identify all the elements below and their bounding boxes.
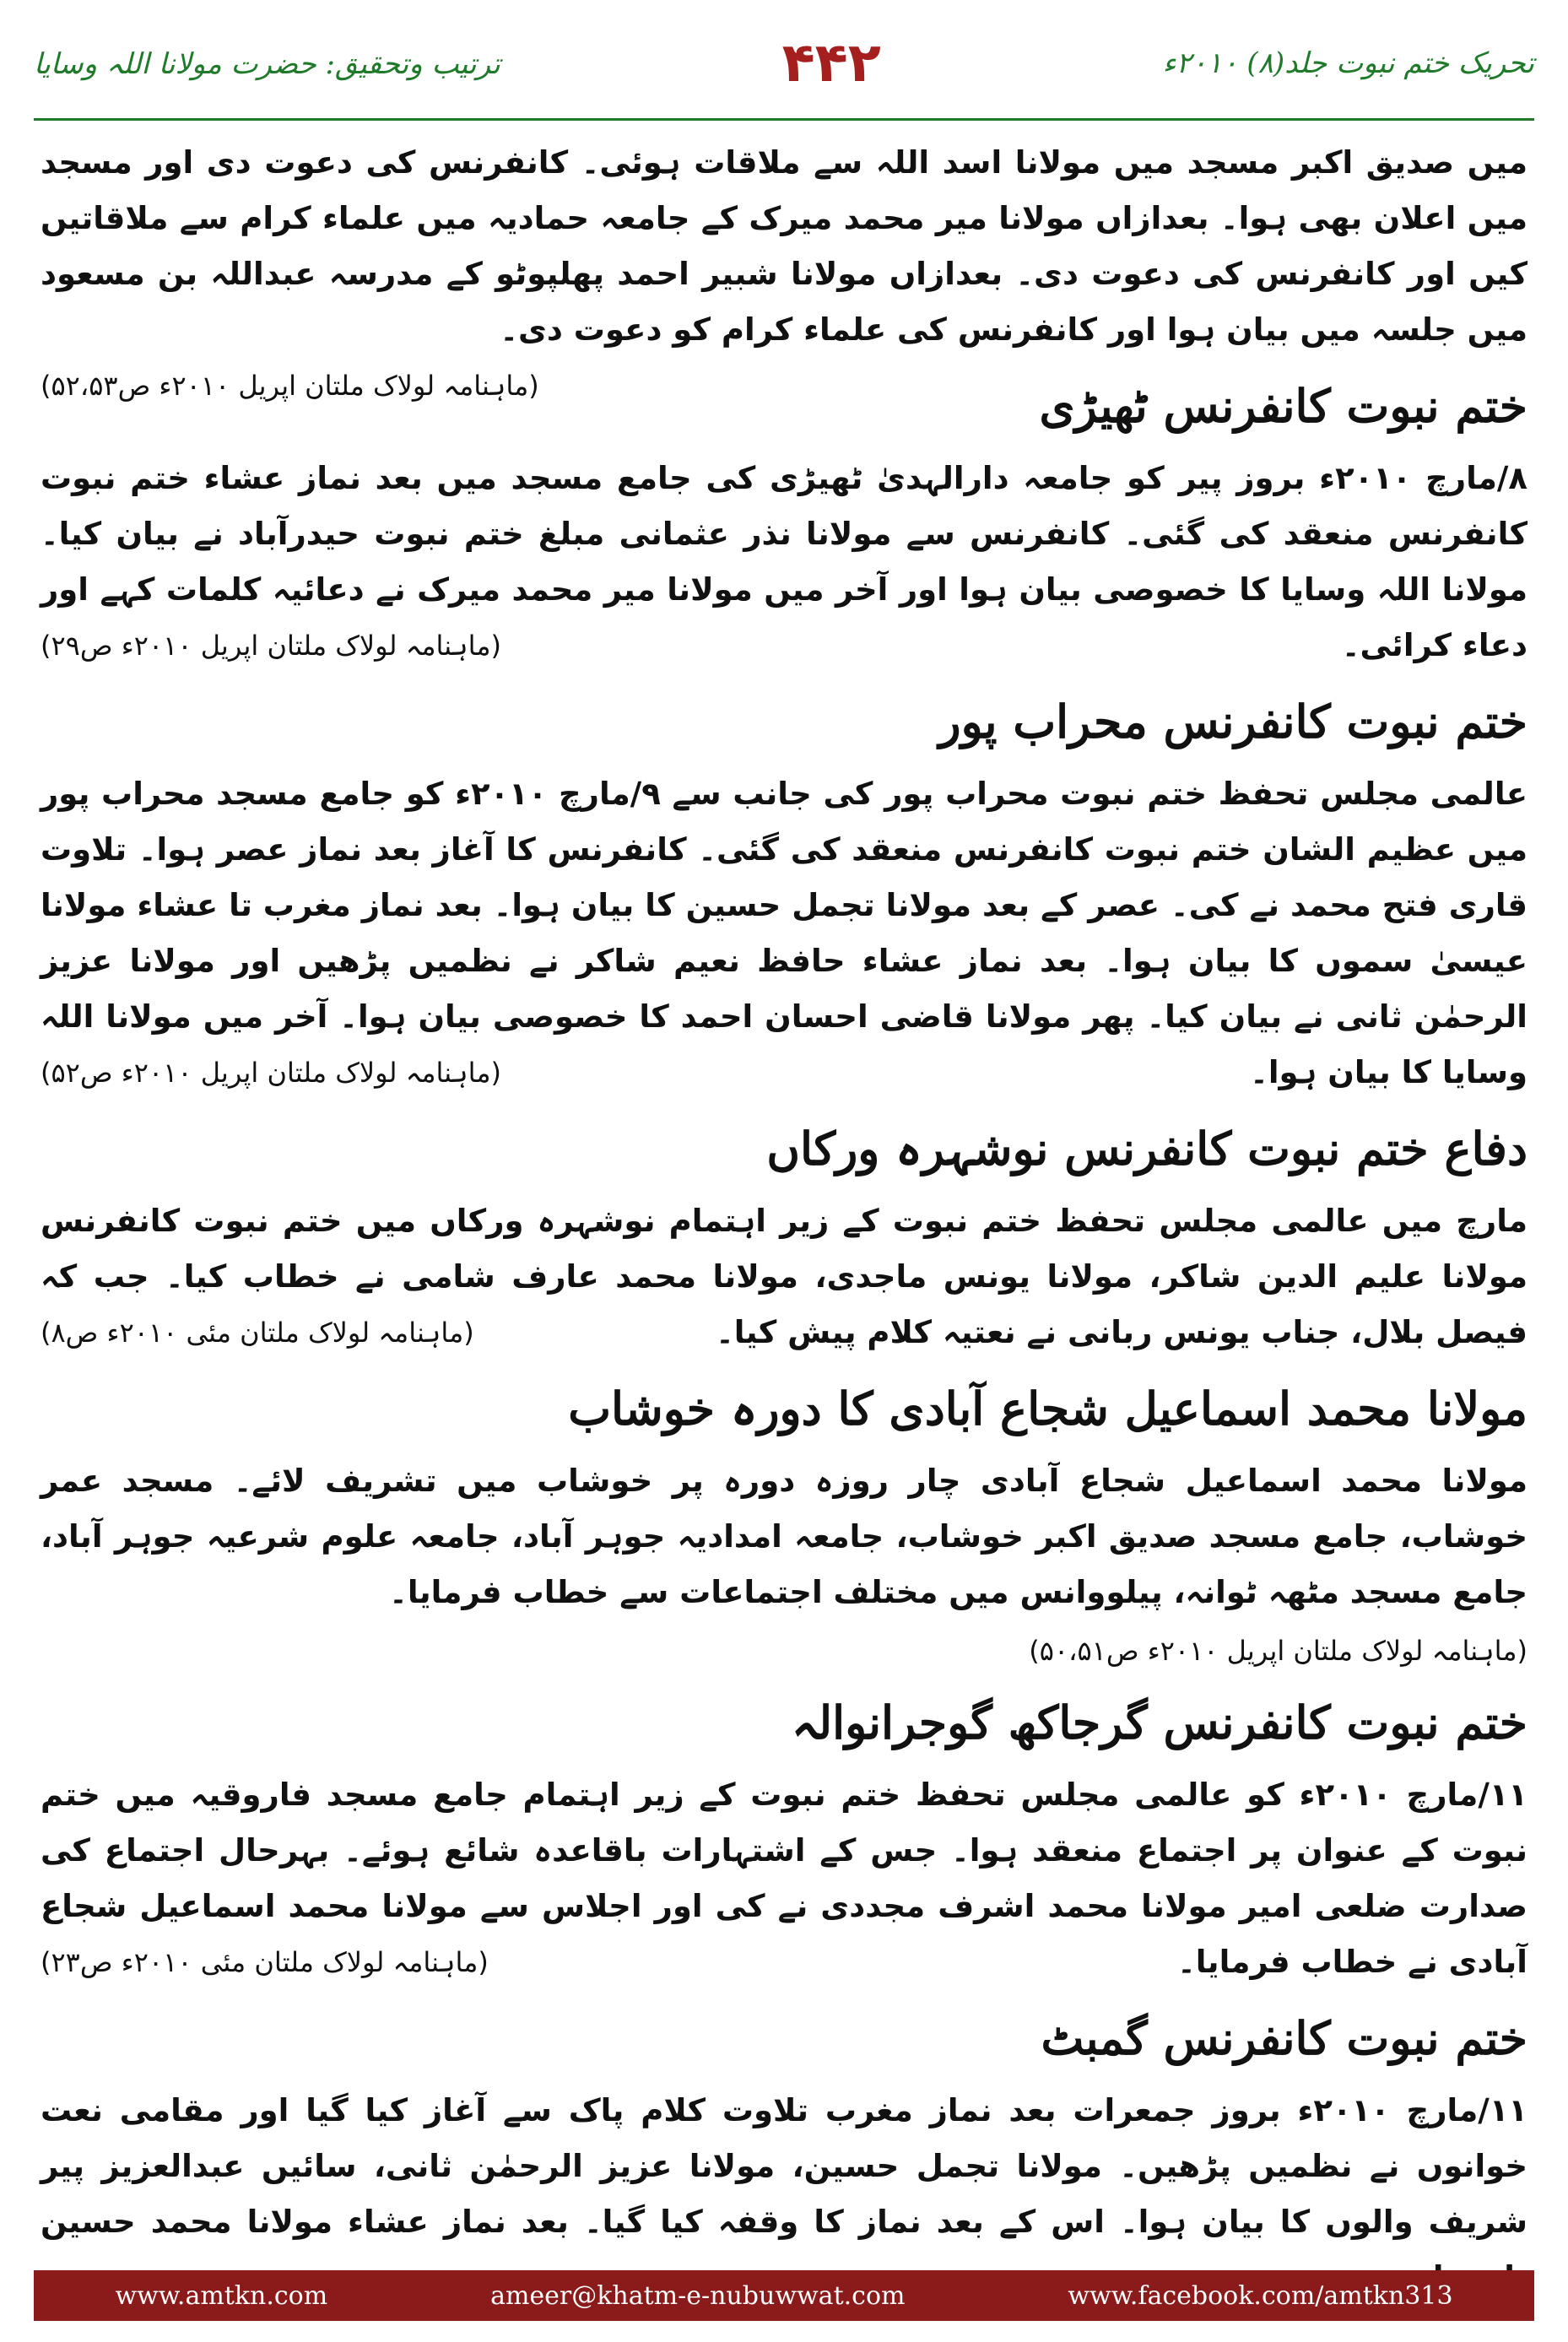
header-right-title: تحریک ختم نبوت جلد(۸) ۲۰۱۰ء bbox=[1162, 46, 1534, 80]
section-5-heading: ختم نبوت کانفرنس گرجاکھ گوجرانوالہ bbox=[791, 1696, 1527, 1750]
page-number: ۴۴۲ bbox=[781, 32, 881, 95]
section-2-citation: (ماہنامہ لولاک ملتان اپریل ۲۰۱۰ء ص۵۲) bbox=[41, 1057, 502, 1089]
section-6-text: ۱۱/مارچ ۲۰۱۰ء بروز جمعرات بعد نماز مغرب تلاوت کلام پاک سے آغاز کیا گیا اور مقامی نعت خوانوں نے نظمیں پڑھیں۔ مولانا تجمل حسین، مولانا عزیز الرحمٰن ثانی، سائیں عبدالعزیز پیر شریف والوں کا بیان ہوا۔ اس کے بعد نماز کا وقفہ کیا گیا۔ بعد نماز عشاء مولانا محمد حسین bbox=[41, 2092, 1527, 2240]
section-4-citation: (ماہنامہ لولاک ملتان اپریل ۲۰۱۰ء ص۵۰،۵۱) bbox=[1029, 1635, 1527, 1667]
page-footer bbox=[34, 2270, 1534, 2321]
header-left-title: ترتیب وتحقیق: حضرت مولانا اللہ وسایا bbox=[34, 46, 500, 81]
email-link[interactable]: ameer@khatm-e-nubuwwat.com bbox=[490, 2280, 906, 2311]
section-3-citation: (ماہنامہ لولاک ملتان مئی ۲۰۱۰ء ص۸) bbox=[41, 1317, 474, 1349]
section-1-heading: ختم نبوت کانفرنس ٹھیڑی bbox=[1039, 379, 1527, 433]
section-3-text: مارچ میں عالمی مجلس تحفظ ختم نبوت کے زیر اہتمام نوشہرہ ورکاں میں ختم نبوت کانفرنس مولانا علیم الدین شاکر، مولانا یونس ماجدی، مولانا محمد عارف شامی نے خطاب کیا۔ جب کہ فیصل بلال، جناب یونس ربانی نے نعتیہ کلام پیش کیا۔ bbox=[41, 1203, 1527, 1350]
facebook-link[interactable]: www.facebook.com/amtkn313 bbox=[1068, 2280, 1453, 2311]
website-link[interactable]: www.amtkn.com bbox=[115, 2280, 328, 2311]
section-5-citation: (ماہنامہ لولاک ملتان مئی ۲۰۱۰ء ص۲۳) bbox=[41, 1946, 489, 1978]
section-1-paragraph bbox=[41, 451, 1527, 673]
section-2-text: عالمی مجلس تحفظ ختم نبوت محراب پور کی جانب سے ۹/مارچ ۲۰۱۰ء کو جامع مسجد محراب پور میں عظیم الشان ختم نبوت کانفرنس منعقد کی گئی۔ کانفرنس کا آغاز بعد نماز عصر ہوا۔ تلاوت قاری فتح محمد نے کی۔ عصر کے بعد مولانا تجمل حسین کا بیان ہوا۔ بعد نماز مغرب تا عشاء مولانا عیسیٰ سموں کا بیان ہوا۔ بعد نماز عشاء حافظ نعیم شاکر نے نظمیں پڑھیں اور مولانا عزیز الرحمٰن ثانی نے بیان کیا۔ پھر مولانا قاضی احسان احمد کا خصوصی بیان ہوا۔ آخر میں مولانا اللہ وسایا کا بیان ہوا۔ bbox=[41, 776, 1527, 1090]
section-4-heading: مولانا محمد اسماعیل شجاع آبادی کا دورہ خوشاب bbox=[568, 1382, 1527, 1436]
page-content bbox=[41, 135, 1527, 2240]
header-divider bbox=[34, 118, 1534, 121]
section-3-paragraph bbox=[41, 1193, 1527, 1360]
section-6-heading: ختم نبوت کانفرنس گمبٹ bbox=[1041, 2011, 1527, 2065]
section-4-text: مولانا محمد اسماعیل شجاع آبادی چار روزہ دورہ پر خوشاب میں تشریف لائے۔ مسجد عمر خوشاب، جامع مسجد صدیق اکبر خوشاب، جامعہ امدادیہ جوہر آباد، جامعہ علوم شرعیہ جوہر آباد، جامع مسجد مٹھہ ٹوانہ، پیلووانس میں مختلف اجتماعات سے خطاب فرمایا۔ bbox=[41, 1463, 1527, 1610]
section-5-paragraph bbox=[41, 1767, 1527, 1990]
section-2-paragraph bbox=[41, 766, 1527, 1101]
section-5-text: ۱۱/مارچ ۲۰۱۰ء کو عالمی مجلس تحفظ ختم نبوت کے زیر اہتمام جامع مسجد فاروقیہ میں ختم نبوت کے عنوان پر اجتماع منعقد ہوا۔ جس کے اشتہارات باقاعدہ شائع ہوئے۔ بہرحال اجتماع کی صدارت ضلعی امیر مولانا محمد اشرف مجددی نے کی اور اجلاس سے مولانا محمد اسماعیل شجاع آبادی نے خطاب فرمایا۔ bbox=[41, 1777, 1527, 1980]
section-3-heading: دفاع ختم نبوت کانفرنس نوشہرہ ورکاں bbox=[766, 1122, 1527, 1176]
section-1-citation: (ماہنامہ لولاک ملتان اپریل ۲۰۱۰ء ص۲۹) bbox=[41, 630, 502, 662]
section-2-heading: ختم نبوت کانفرنس محراب پور bbox=[938, 695, 1527, 749]
section-0-citation: (ماہنامہ لولاک ملتان اپریل ۲۰۱۰ء ص۵۲،۵۳) bbox=[41, 370, 539, 402]
section-1-text: ۸/مارچ ۲۰۱۰ء بروز پیر کو جامعہ دارالہدیٰ ٹھیڑی کی جامع مسجد میں بعد نماز عشاء ختم نبوت کانفرنس منعقد کی گئی۔ کانفرنس سے مولانا نذر عثمانی مبلغ ختم نبوت حیدرآباد نے بیان کیا۔ مولانا اللہ وسایا کا خصوصی بیان ہوا اور آخر میں مولانا میر محمد میرک نے دعائیہ کلمات کہے اور دعاء کرائی۔ bbox=[41, 460, 1527, 663]
section-0-text: میں صدیق اکبر مسجد میں مولانا اسد اللہ سے ملاقات ہوئی۔ کانفرنس کی دعوت دی اور مسجد میں اعلان بھی ہوا۔ بعدازاں مولانا میر محمد میرک کے جامعہ حمادیہ میں علماء کرام سے ملاقاتیں کیں اور کانفرنس کی دعوت دی۔ بعدازاں مولانا شبیر احمد پھلپوٹو کے مدرسہ عبداللہ بن مسعود میں جلسہ میں بیان ہوا اور کانفرنس کی علماء کرام کو دعوت دی۔ bbox=[41, 144, 1527, 348]
section-0-paragraph bbox=[41, 135, 1527, 402]
page-header bbox=[34, 17, 1534, 110]
section-4-paragraph bbox=[41, 1453, 1527, 1620]
